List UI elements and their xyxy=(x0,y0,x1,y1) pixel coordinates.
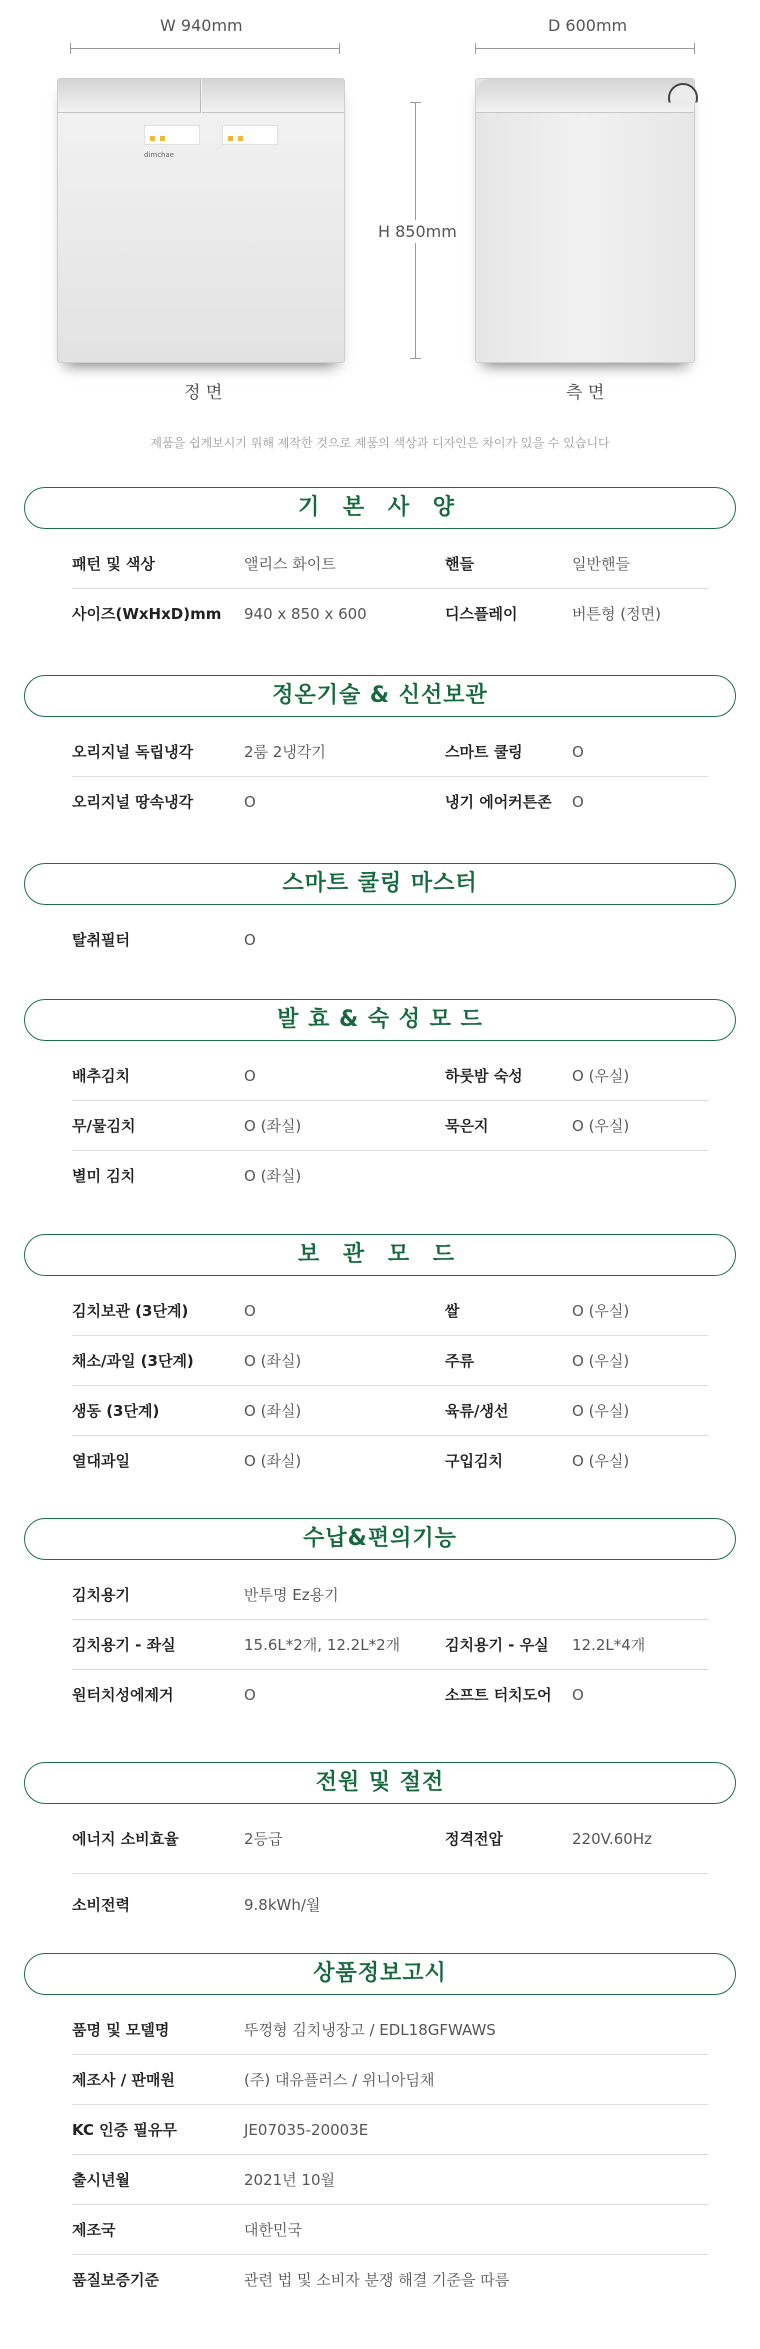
depth-dimension-label: D 600mm xyxy=(548,16,628,35)
spec-value: 12.2L*4개 xyxy=(572,1636,646,1654)
spec-label: 스마트 쿨링 xyxy=(445,743,523,761)
left-control-panel xyxy=(144,125,200,145)
spec-label: 생동 (3단계) xyxy=(72,1402,160,1420)
right-control-panel xyxy=(222,125,278,145)
table-row xyxy=(72,1336,708,1386)
spec-label: 김치용기 - 좌실 xyxy=(72,1636,176,1654)
spec-value: 관련 법 및 소비자 분쟁 해결 기준을 따름 xyxy=(244,2271,510,2289)
spec-label: 품질보증기준 xyxy=(72,2271,159,2289)
spec-label: 핸들 xyxy=(445,555,474,573)
spec-value: 9.8kWh/월 xyxy=(244,1896,321,1914)
spec-label: 별미 김치 xyxy=(72,1167,136,1185)
spec-value: 대한민국 xyxy=(244,2221,302,2239)
spec-label: 구입김치 xyxy=(445,1452,503,1470)
image-disclaimer: 제품을 쉽게보시기 위해 제작한 것으로 제품의 색상과 디자인은 차이가 있을 수 있습니다 xyxy=(150,436,610,450)
spec-label: 품명 및 모델명 xyxy=(72,2021,170,2039)
spec-label: KC 인증 필유무 xyxy=(72,2121,177,2139)
spec-label: 배추김치 xyxy=(72,1067,130,1085)
spec-value: 15.6L*2개, 12.2L*2개 xyxy=(244,1636,401,1654)
spec-label: 무/물김치 xyxy=(72,1117,136,1135)
table-row xyxy=(72,727,708,777)
spec-value: 2021년 10월 xyxy=(244,2171,336,2189)
spec-value: O xyxy=(572,1686,584,1704)
spec-label: 쌀 xyxy=(445,1302,460,1320)
spec-label: 김치보관 (3단계) xyxy=(72,1302,189,1320)
spec-label: 소프트 터치도어 xyxy=(445,1686,552,1704)
spec-value: O xyxy=(244,1686,256,1704)
table-row xyxy=(72,2005,708,2055)
table-row xyxy=(72,1051,708,1101)
section-title xyxy=(24,1234,736,1276)
section-title-text: 보 관 모 드 xyxy=(298,1242,462,1267)
section-title xyxy=(24,487,736,529)
section-title-text: 전원 및 절전 xyxy=(315,1770,445,1795)
spec-value: 2룸 2냉각기 xyxy=(244,743,326,761)
section-title-text: 상품정보고시 xyxy=(313,1961,447,1986)
spec-value: O (좌실) xyxy=(244,1167,302,1185)
product-dimension-hero xyxy=(0,0,760,470)
table-row xyxy=(72,2105,708,2155)
depth-dimension-line xyxy=(475,48,695,49)
spec-label: 에너지 소비효율 xyxy=(72,1830,179,1848)
spec-label: 김치용기 - 우실 xyxy=(445,1636,549,1654)
table-row xyxy=(72,915,708,965)
spec-label: 오리지널 땅속냉각 xyxy=(72,793,194,811)
side-lid xyxy=(476,79,694,113)
spec-value: O xyxy=(572,743,584,761)
section-title xyxy=(24,1953,736,1995)
table-row xyxy=(72,2205,708,2255)
spec-label: 열대과일 xyxy=(72,1452,130,1470)
table-row xyxy=(72,1620,708,1670)
table-row xyxy=(72,1436,708,1486)
spec-value: O (좌실) xyxy=(244,1452,302,1470)
table-row xyxy=(72,2055,708,2105)
front-view-label: 정 면 xyxy=(184,383,223,403)
table-row xyxy=(72,777,708,827)
spec-value: 반투명 Ez용기 xyxy=(244,1586,339,1604)
width-dimension-label: W 940mm xyxy=(160,16,243,35)
spec-label: 오리지널 독립냉각 xyxy=(72,743,194,761)
spec-label: 제조사 / 판매원 xyxy=(72,2071,175,2089)
spec-label: 김치용기 xyxy=(72,1586,130,1604)
spec-value: O (우실) xyxy=(572,1067,630,1085)
spec-label: 출시년월 xyxy=(72,2171,130,2189)
spec-value: O (우실) xyxy=(572,1352,630,1370)
spec-value: O (우실) xyxy=(572,1302,630,1320)
spec-value: O xyxy=(244,931,256,949)
spec-value: O xyxy=(244,1067,256,1085)
table-row xyxy=(72,589,708,639)
spec-value: 2등급 xyxy=(244,1830,283,1848)
spec-value: 버튼형 (정면) xyxy=(572,605,661,623)
left-lid xyxy=(58,79,201,113)
section-title xyxy=(24,1762,736,1804)
width-dimension-line xyxy=(70,48,340,49)
spec-label: 원터치성에제거 xyxy=(72,1686,174,1704)
section-title-text: 정온기술 & 신선보관 xyxy=(272,683,488,708)
spec-value: O (우실) xyxy=(572,1402,630,1420)
table-row xyxy=(72,539,708,589)
spec-value: 일반핸들 xyxy=(572,555,630,573)
spec-label: 사이즈(WxHxD)mm xyxy=(72,605,222,623)
spec-value: O (우실) xyxy=(572,1117,630,1135)
spec-label: 냉기 에어커튼존 xyxy=(445,793,552,811)
section-title-text: 기 본 사 양 xyxy=(298,495,462,520)
spec-label: 소비전력 xyxy=(72,1896,130,1914)
table-row xyxy=(72,2155,708,2205)
spec-value: O xyxy=(572,793,584,811)
table-row xyxy=(72,1286,708,1336)
brand-logo: dimchae xyxy=(144,151,175,159)
spec-label: 채소/과일 (3단계) xyxy=(72,1352,194,1370)
spec-value: JE07035-20003E xyxy=(244,2121,369,2139)
spec-label: 정격전압 xyxy=(445,1830,503,1848)
spec-value: 220V.60Hz xyxy=(572,1830,652,1848)
section-title xyxy=(24,999,736,1041)
table-row xyxy=(72,1670,708,1720)
table-row xyxy=(72,1101,708,1151)
table-row xyxy=(72,1814,708,1874)
table-row xyxy=(72,1386,708,1436)
spec-value: (주) 대유플러스 / 위니아딤채 xyxy=(244,2071,435,2089)
section-title-text: 발 효 & 숙 성 모 드 xyxy=(277,1007,483,1032)
spec-label: 주류 xyxy=(445,1352,474,1370)
spec-value: O (좌실) xyxy=(244,1402,302,1420)
spec-label: 제조국 xyxy=(72,2221,116,2239)
spec-label: 디스플레이 xyxy=(445,605,518,623)
table-row xyxy=(72,1151,708,1201)
spec-label: 묵은지 xyxy=(445,1117,489,1135)
spec-value: 앨리스 화이트 xyxy=(244,555,336,573)
spec-value: O (우실) xyxy=(572,1452,630,1470)
section-title-text: 수납&편의기능 xyxy=(303,1526,457,1551)
spec-value: O xyxy=(244,793,256,811)
fridge-front-image xyxy=(57,78,345,363)
section-title xyxy=(24,863,736,905)
table-row xyxy=(72,2255,708,2305)
spec-value: O (좌실) xyxy=(244,1352,302,1370)
spec-value: O (좌실) xyxy=(244,1117,302,1135)
spec-label: 탈취필터 xyxy=(72,931,130,949)
section-title xyxy=(24,1518,736,1560)
spec-value: O xyxy=(244,1302,256,1320)
section-title xyxy=(24,675,736,717)
spec-value: 뚜껑형 김치냉장고 / EDL18GFWAWS xyxy=(244,2021,496,2039)
table-row xyxy=(72,1570,708,1620)
section-title-text: 스마트 쿨링 마스터 xyxy=(282,871,478,896)
height-dimension-label: H 850mm xyxy=(378,222,457,241)
table-row xyxy=(72,1880,708,1930)
spec-value: 940 x 850 x 600 xyxy=(244,605,367,623)
spec-label: 하룻밤 숙성 xyxy=(445,1067,523,1085)
spec-label: 패턴 및 색상 xyxy=(72,555,155,573)
spec-label: 육류/생선 xyxy=(445,1402,509,1420)
side-view-label: 측 면 xyxy=(566,383,605,403)
right-lid xyxy=(202,79,344,113)
fridge-side-image xyxy=(475,78,695,363)
